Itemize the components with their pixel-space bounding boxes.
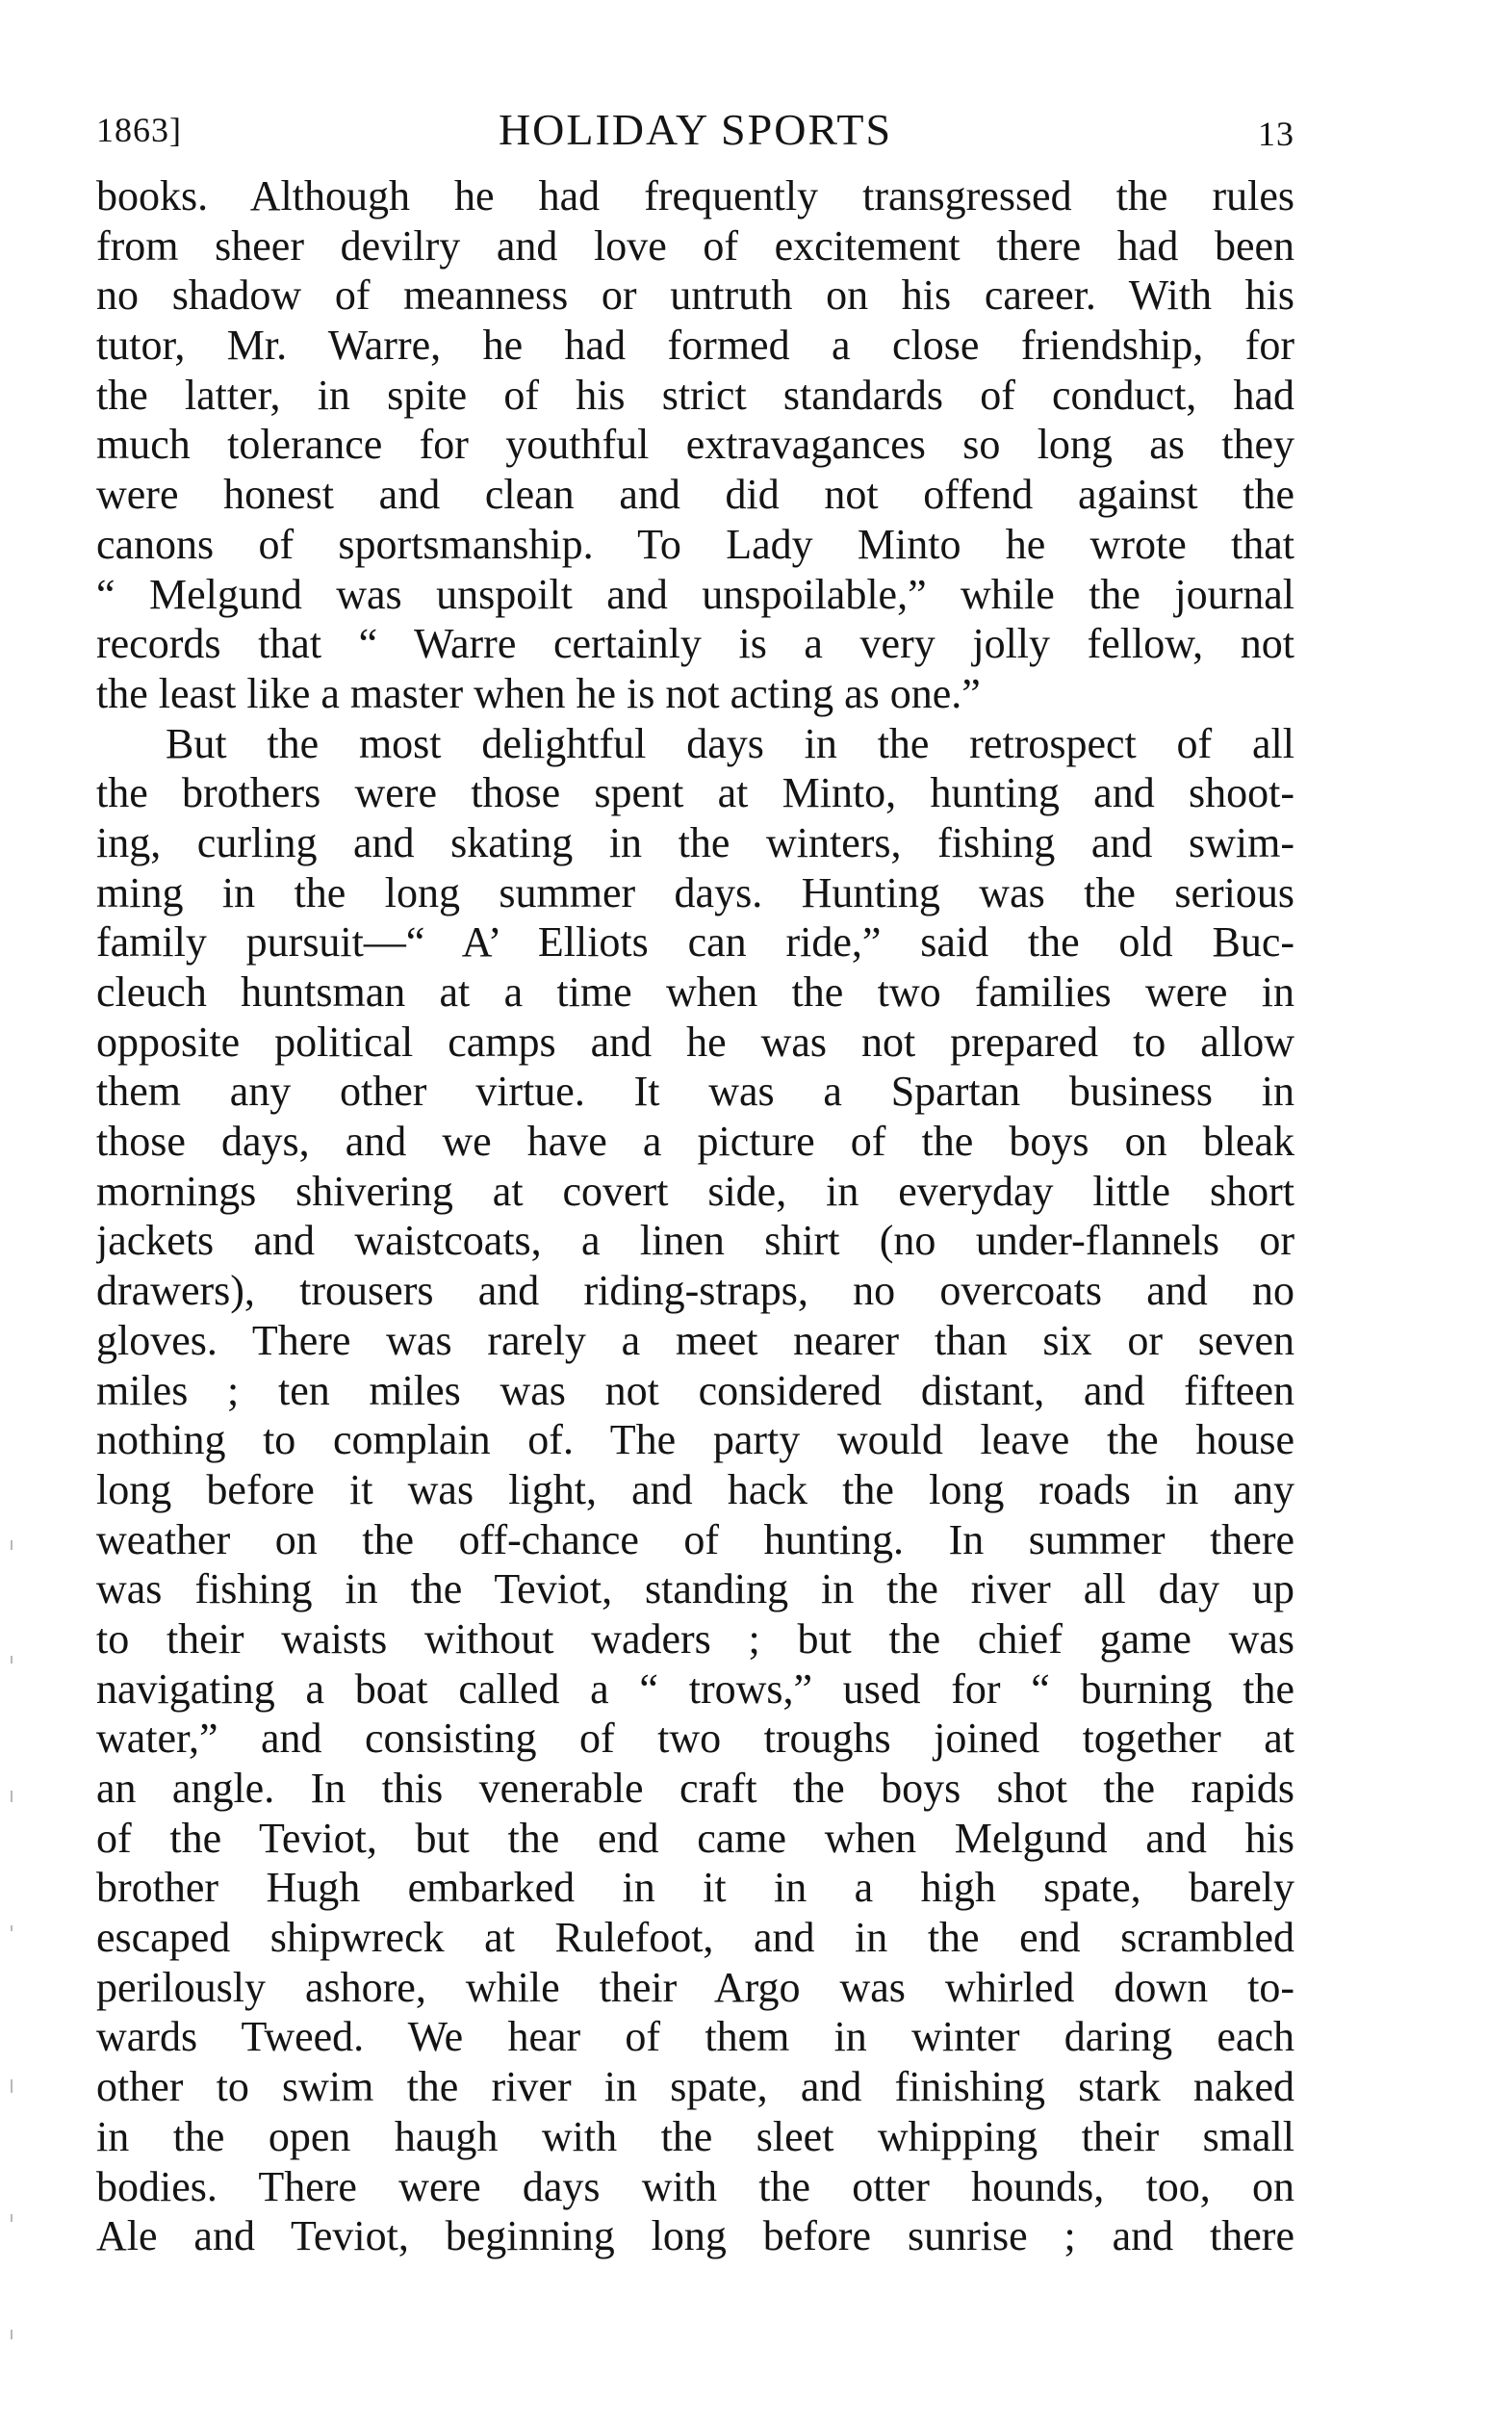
scan-speck xyxy=(11,1791,13,1802)
text-line: the latter, in spite of his strict standards of conduct, had xyxy=(96,371,1294,419)
body-text xyxy=(96,171,1294,2261)
text-line: gloves. There was rarely a meet nearer than six or seven xyxy=(96,1316,1294,1364)
text-line: jackets and waistcoats, a linen shirt (no under-flannels or xyxy=(96,1217,1294,1265)
text-line: long before it was light, and hack the long roads in any xyxy=(96,1465,1294,1513)
text-line: miles ; ten miles was not considered distant, and fifteen xyxy=(96,1366,1294,1414)
scan-speck xyxy=(11,2214,13,2222)
text-line: no shadow of meanness or untruth on his career. With his xyxy=(96,271,1294,320)
scan-speck xyxy=(11,1925,13,1931)
page-number: 13 xyxy=(1258,115,1294,153)
running-head-year: 1863] xyxy=(96,111,182,149)
text-line: Ale and Teviot, beginning long before sunrise ; and there xyxy=(96,2212,1294,2260)
text-line: “ Melgund was unspoilt and unspoilable,” while the journal xyxy=(96,570,1294,618)
text-line: the least like a master when he is not acting as one.” xyxy=(96,669,981,717)
text-line: cleuch huntsman at a time when the two families were in xyxy=(96,968,1294,1016)
text-line: in the open haugh with the sleet whipping their small xyxy=(96,2112,1294,2160)
text-line: those days, and we have a picture of the boys on bleak xyxy=(96,1118,1294,1166)
scan-speck xyxy=(11,1540,13,1550)
text-line: canons of sportsmanship. To Lady Minto he wrote that xyxy=(96,520,1294,568)
text-line: from sheer devilry and love of excitement there had been xyxy=(96,221,1294,270)
text-line: was fishing in the Teviot, standing in the river all day up xyxy=(96,1565,1294,1613)
text-line: perilously ashore, while their Argo was whirled down to- xyxy=(96,1963,1294,2011)
text-line: But the most delightful days in the retrospect of all xyxy=(166,719,1294,767)
text-line: wards Tweed. We hear of them in winter daring each xyxy=(96,2013,1294,2061)
text-line: escaped shipwreck at Rulefoot, and in the end scrambled xyxy=(96,1914,1294,1962)
text-line: family pursuit—“ A’ Elliots can ride,” said the old Buc- xyxy=(96,918,1294,967)
text-line: mornings shivering at covert side, in everyday little short xyxy=(96,1167,1294,1215)
text-line: ming in the long summer days. Hunting was the serious xyxy=(96,868,1294,916)
text-line: brother Hugh embarked in it in a high spate, barely xyxy=(96,1864,1294,1912)
text-line: nothing to complain of. The party would leave the house xyxy=(96,1416,1294,1464)
scan-speck xyxy=(11,2079,13,2093)
scan-margin-specks xyxy=(6,1540,19,2387)
text-line: weather on the off-chance of hunting. In summer there xyxy=(96,1515,1294,1563)
running-head xyxy=(96,104,1294,162)
text-line: to their waists without waders ; but the chief game was xyxy=(96,1614,1294,1663)
text-line: books. Although he had frequently transgressed the rules xyxy=(96,172,1294,219)
text-line: ing, curling and skating in the winters, fishing and swim- xyxy=(96,818,1294,866)
text-line: them any other virtue. It was a Spartan business in xyxy=(96,1068,1294,1116)
text-line: water,” and consisting of two troughs joined together at xyxy=(96,1715,1294,1763)
text-line: opposite political camps and he was not prepared to allow xyxy=(96,1018,1294,1066)
text-line: drawers), trousers and riding-straps, no overcoats and no xyxy=(96,1267,1294,1315)
scan-speck xyxy=(11,2330,13,2339)
text-line: bodies. There were days with the otter hounds, too, on xyxy=(96,2162,1294,2210)
running-head-title: HOLIDAY SPORTS xyxy=(498,105,893,154)
text-line: the brothers were those spent at Minto, hunting and shoot- xyxy=(96,769,1294,817)
text-line: other to swim the river in spate, and finishing stark naked xyxy=(96,2063,1294,2111)
text-line: records that “ Warre certainly is a very jolly fellow, not xyxy=(96,620,1294,668)
scan-speck xyxy=(11,1656,13,1664)
text-line: navigating a boat called a “ trows,” used for “ burning the xyxy=(96,1664,1294,1713)
text-line: were honest and clean and did not offend against the xyxy=(96,471,1294,519)
text-line: an angle. In this venerable craft the boys shot the rapids xyxy=(96,1765,1294,1812)
text-line: tutor, Mr. Warre, he had formed a close friendship, for xyxy=(96,322,1294,370)
text-line: of the Teviot, but the end came when Melgund and his xyxy=(96,1814,1294,1862)
text-line: much tolerance for youthful extravagances so long as they xyxy=(96,421,1294,469)
